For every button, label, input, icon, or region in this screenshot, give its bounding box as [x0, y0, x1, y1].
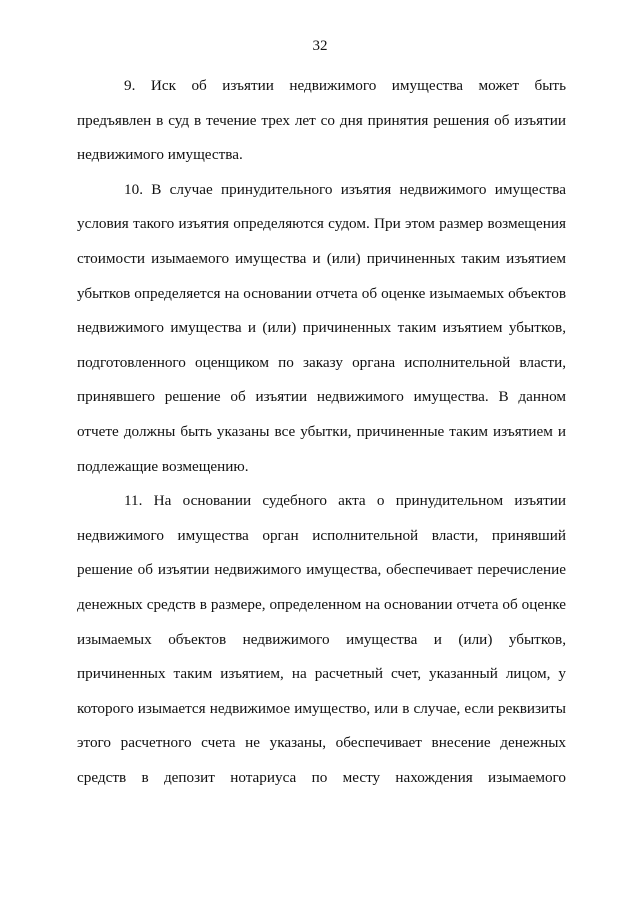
paragraph-line: средств в депозит нотариуса по месту нахождения изымаемого — [77, 768, 566, 786]
page-number: 32 — [312, 38, 328, 54]
paragraph-line: этого расчетного счета не указаны, обеспечивает внесение денежных — [77, 734, 566, 752]
paragraph-line: убытков определяется на основании отчета об оценке изымаемых объектов — [77, 284, 566, 302]
paragraph-line: подготовленного оценщиком по заказу органа исполнительной власти, — [77, 353, 566, 371]
paragraph-line: предъявлен в суд в течение трех лет со дня принятия решения об изъятии — [77, 111, 566, 129]
paragraph-line: которого изымается недвижимое имущество, или в случае, если реквизиты — [77, 699, 566, 717]
paragraph-line: причиненных таким изъятием, на расчетный счет, указанный лицом, у — [77, 665, 566, 683]
paragraph-line: стоимости изымаемого имущества и (или) причиненных таким изъятием — [77, 249, 566, 267]
paragraph-line: недвижимого имущества орган исполнительной власти, принявший — [77, 526, 566, 544]
paragraph-10 — [77, 173, 566, 484]
paragraph-line: денежных средств в размере, определенном на основании отчета об оценке — [77, 595, 566, 613]
paragraph-line: изымаемых объектов недвижимого имущества и (или) убытков, — [77, 630, 566, 648]
paragraph-line: подлежащие возмещению. — [77, 457, 249, 475]
paragraph-9 — [77, 69, 566, 173]
paragraph-line: недвижимого имущества и (или) причиненных таким изъятием убытков, — [77, 319, 566, 337]
paragraph-line: 11. На основании судебного акта о принудительном изъятии — [124, 492, 566, 510]
paragraph-line: отчете должны быть указаны все убытки, причиненные таким изъятием и — [77, 422, 566, 440]
paragraph-line: решение об изъятии недвижимого имущества, обеспечивает перечисление — [77, 561, 566, 579]
paragraph-line: условия такого изъятия определяются судом. При этом размер возмещения — [77, 215, 566, 233]
document-body — [77, 69, 566, 795]
paragraph-line: принявшего решение об изъятии недвижимого имущества. В данном — [77, 388, 566, 406]
paragraph-line: 10. В случае принудительного изъятия недвижимого имущества — [124, 180, 566, 198]
paragraph-line: недвижимого имущества. — [77, 146, 243, 164]
paragraph-line: 9. Иск об изъятии недвижимого имущества может быть — [124, 77, 566, 94]
paragraph-11 — [77, 484, 566, 795]
